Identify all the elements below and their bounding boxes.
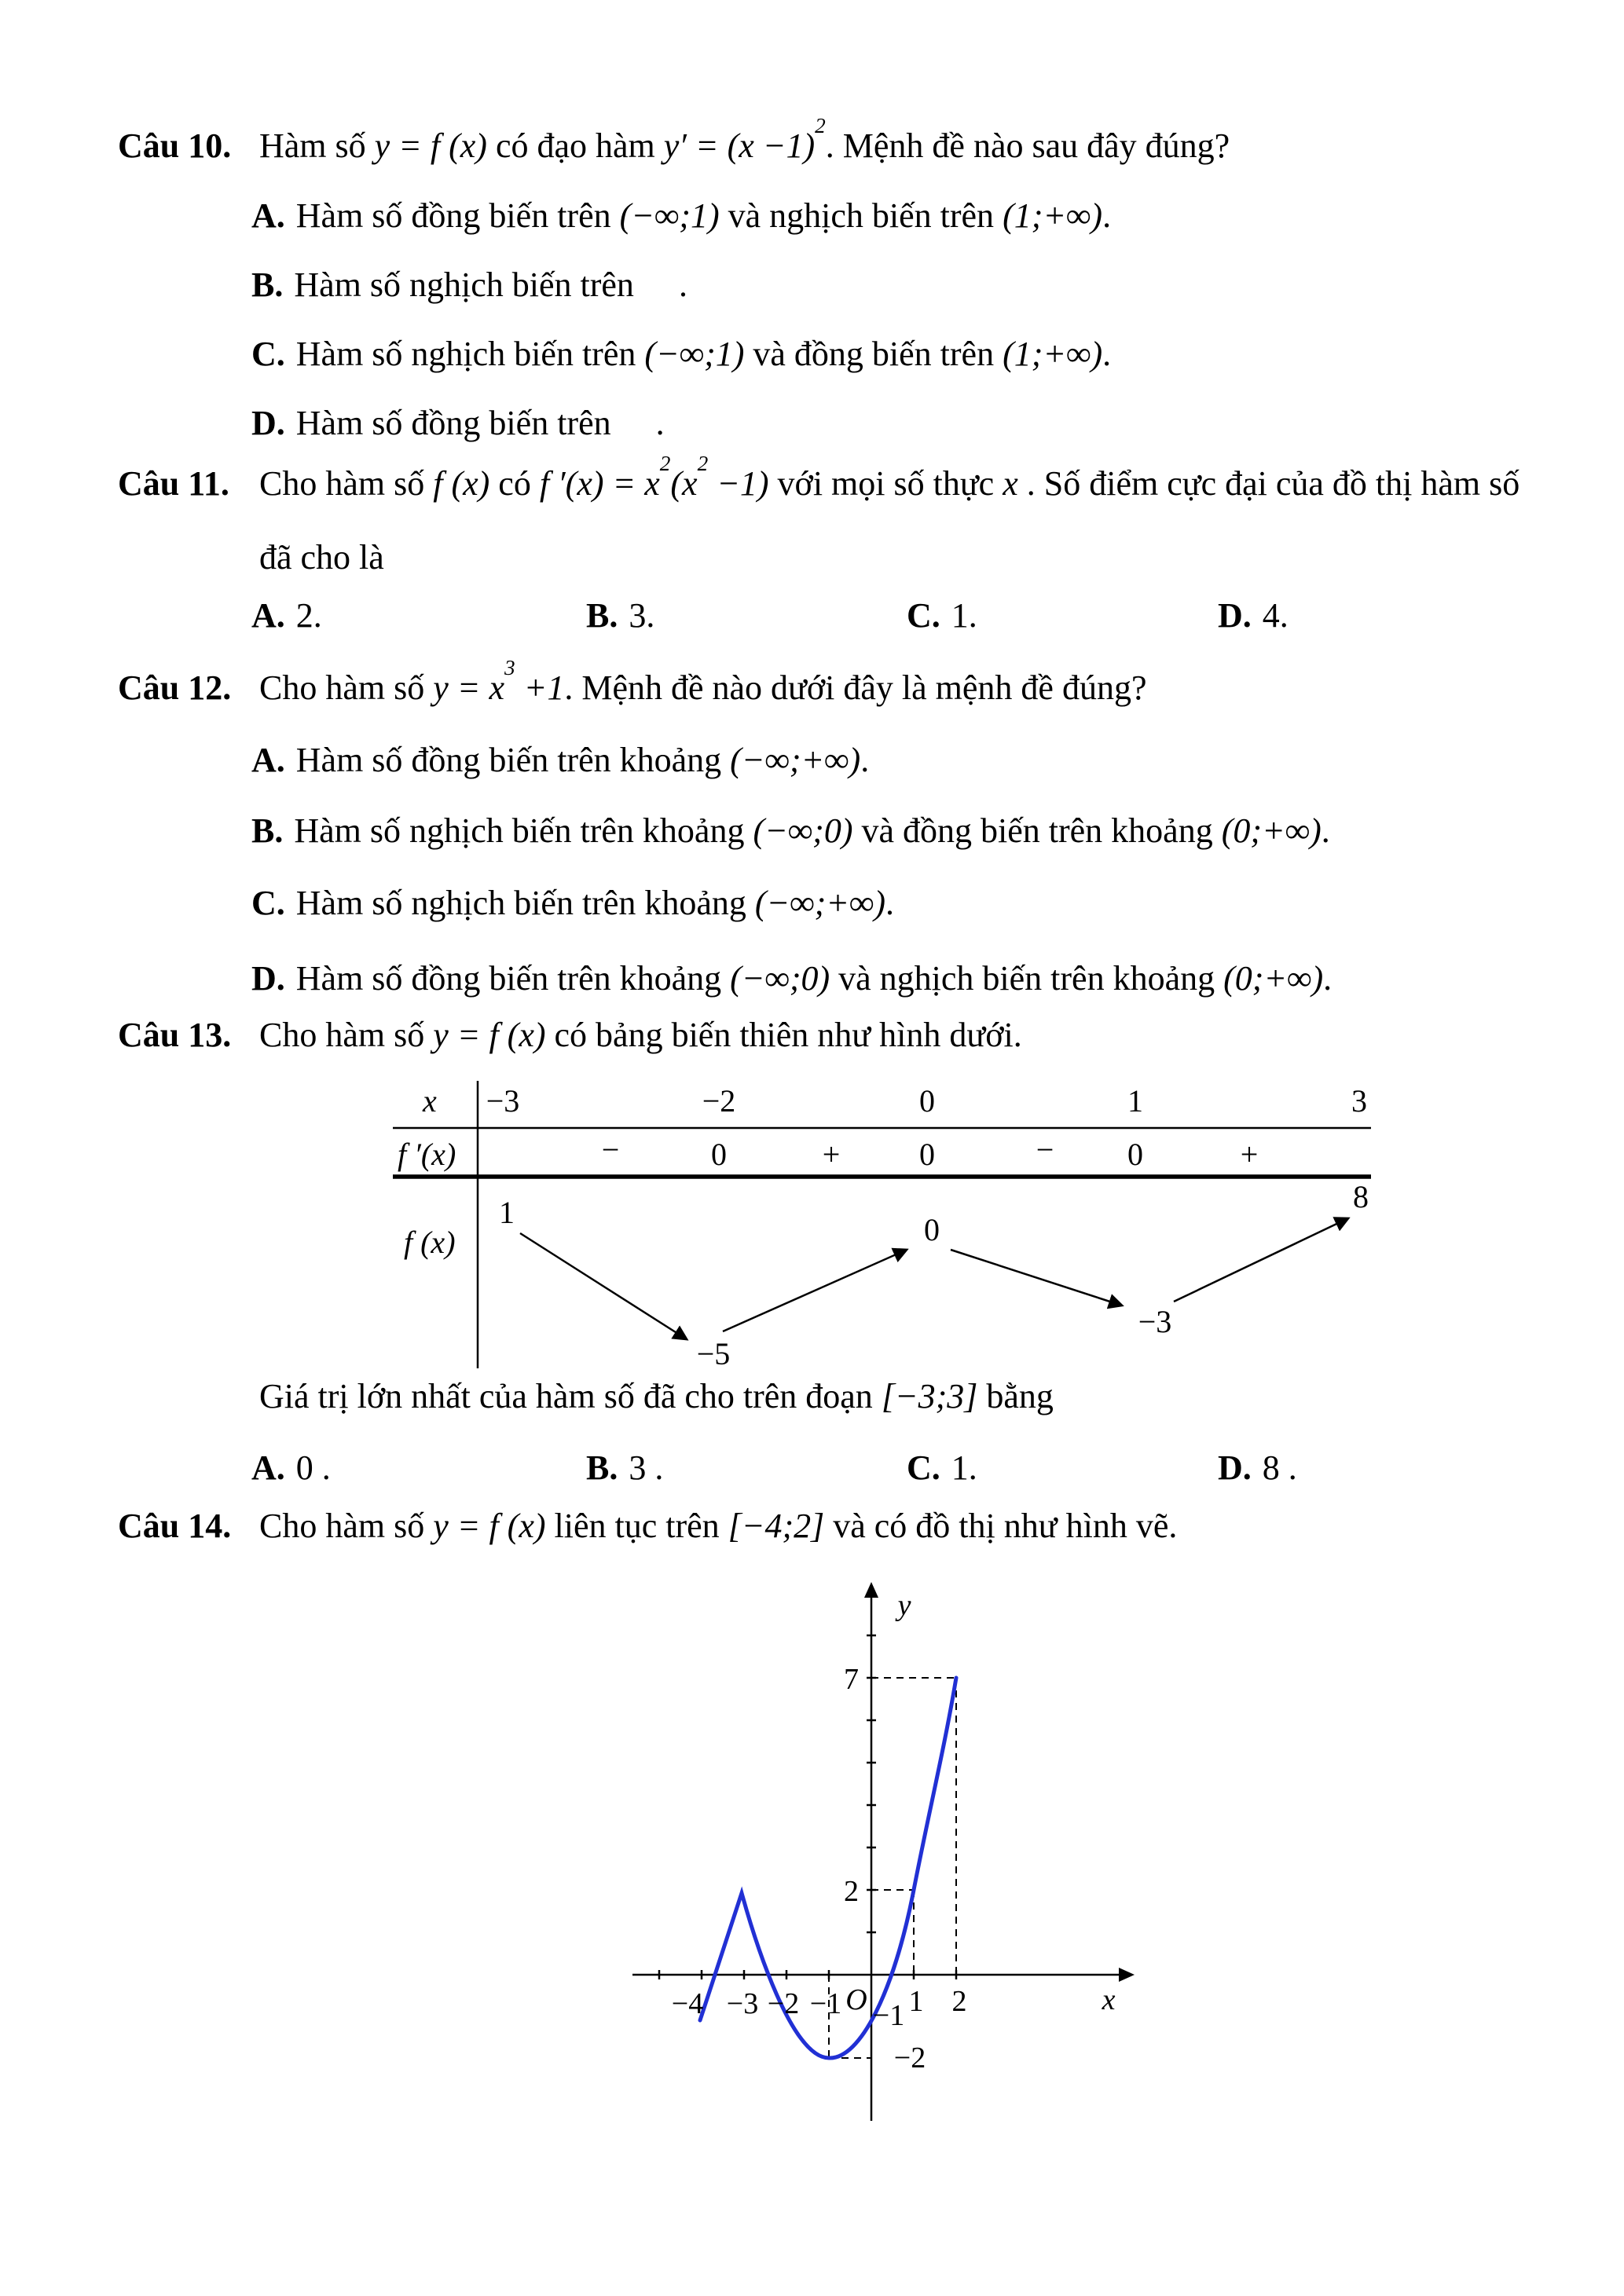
question-13-option-c: C. 1. [907, 1448, 977, 1487]
question-13 [0, 1015, 1624, 1070]
variation-table [377, 1072, 1383, 1379]
option-letter: C. [251, 335, 285, 373]
option-letter: A. [251, 196, 285, 235]
question-12-option-d: D. Hàm số đồng biến trên khoảng (−∞;0) và nghịch biến trên khoảng (0;+∞). [251, 959, 1333, 998]
question-12-option-b: B. Hàm số nghịch biến trên khoảng (−∞;0) và đồng biến trên khoảng (0;+∞). [251, 811, 1330, 850]
question-10 [0, 113, 1624, 181]
x-axis-arrow-icon [1119, 1968, 1135, 1982]
question-11-label: Câu 11. [118, 464, 229, 503]
y-tick-label-2: 2 [844, 1875, 859, 1908]
question-13-option-d: D. 8 . [1218, 1448, 1297, 1487]
question-11-text-line2: đã cho là [259, 538, 384, 577]
x-tick-label: 2 [951, 1985, 967, 2018]
arrow-decreasing [951, 1250, 1122, 1305]
y-tick-label-7: 7 [844, 1663, 859, 1696]
x-value: −3 [486, 1083, 520, 1119]
f-value: 1 [499, 1195, 515, 1230]
question-11-option-d: D. 4. [1218, 596, 1289, 635]
y-tick-label-neg2: −2 [893, 2041, 926, 2074]
arrow-increasing [1174, 1218, 1348, 1302]
question-12 [0, 655, 1624, 723]
x-value: −2 [702, 1083, 736, 1119]
x-tick-label: −4 [671, 1987, 704, 2020]
f-prime-sign: − [601, 1132, 620, 1167]
x-value: 0 [919, 1083, 935, 1119]
f-prime-sign: + [1240, 1137, 1259, 1172]
question-12-option-c: C. Hàm số nghịch biến trên khoảng (−∞;+∞). [251, 884, 894, 922]
question-10-option-c [0, 334, 1624, 389]
option-letter: B. [251, 265, 284, 304]
f-prime-sign: 0 [711, 1137, 727, 1172]
row-label-x: x [423, 1083, 437, 1119]
row-label-f: f (x) [404, 1225, 456, 1260]
f-prime-sign: 0 [919, 1137, 935, 1172]
function-graph [621, 1579, 1139, 2129]
question-11-text: Cho hàm số f (x) có f $'(x) = x^2(x^2 -1)$ với mọi số thực x . Số điểm cực đại của đồ thị hàm số [259, 451, 1520, 503]
f-prime-sign: − [1036, 1132, 1054, 1167]
y-tick-label-neg1: −1 [872, 1999, 905, 2032]
question-11-option-a: A. 2. [251, 596, 322, 635]
question-12-label: Câu 12. [118, 668, 232, 707]
question-10-option-a [0, 196, 1624, 251]
x-tick-label: 1 [908, 1985, 924, 2018]
question-13-post-text: Giá trị lớn nhất của hàm số đã cho trên đoạn [−3;3] bằng [259, 1377, 1054, 1415]
arrow-decreasing [520, 1233, 687, 1339]
x-tick-label: −3 [726, 1987, 759, 2020]
question-10-label: Câu 10. [118, 126, 232, 165]
option-letter: D. [251, 404, 285, 442]
question-13-options [0, 1448, 1624, 1503]
row-label-f-prime: f ′(x) [398, 1137, 456, 1172]
x-tick-label: −1 [809, 1987, 842, 2020]
question-13-text: Cho hàm số y = f (x) có bảng biến thiên như hình dưới. [259, 1016, 1022, 1054]
question-14-text: Cho hàm số y = f (x) liên tục trên [−4;2] và có đồ thị như hình vẽ. [259, 1507, 1178, 1545]
option-text: Hàm số đồng biến trên . [295, 404, 665, 442]
y-axis-arrow-icon [864, 1582, 878, 1598]
question-10-option-b [0, 265, 1624, 320]
question-11-option-b: B. 3. [586, 596, 655, 635]
question-11-option-c: C. 1. [907, 596, 977, 635]
f-value: −3 [1138, 1304, 1172, 1339]
option-text: Hàm số đồng biến trên (−∞;1) và nghịch biến trên (1;+∞). [295, 196, 1112, 235]
f-value: 0 [924, 1212, 940, 1247]
origin-label: O [845, 1983, 867, 2016]
x-axis-label: x [1102, 1983, 1116, 2016]
f-value: −5 [696, 1336, 731, 1371]
question-11 [0, 451, 1624, 518]
question-14-label: Câu 14. [118, 1507, 232, 1545]
question-12-text: Cho hàm số $y = x^3 +1$. Mệnh đề nào dưới đây là mệnh đề đúng? [259, 655, 1147, 707]
question-12-option-a: A. Hàm số đồng biến trên khoảng (−∞;+∞). [251, 741, 870, 779]
option-text: Hàm số nghịch biến trên (−∞;1) và đồng biến trên (1;+∞). [295, 335, 1112, 373]
f-prime-sign: + [822, 1137, 841, 1172]
question-10-text: Hàm số y = f (x) có đạo hàm $y' = (x -1)^2$. Mệnh đề nào sau đây đúng? [259, 113, 1230, 165]
y-axis-label: y [897, 1589, 911, 1622]
question-13-option-a: A. 0 . [251, 1448, 331, 1487]
f-prime-sign: 0 [1127, 1137, 1143, 1172]
question-10-option-d [0, 403, 1624, 458]
question-14 [0, 1506, 1624, 1561]
x-value: 1 [1127, 1083, 1143, 1119]
option-text: Hàm số nghịch biến trên . [294, 265, 687, 304]
question-13-option-b: B. 3 . [586, 1448, 664, 1487]
x-value: 3 [1351, 1083, 1367, 1119]
x-tick-label: −2 [767, 1987, 800, 2020]
question-13-label: Câu 13. [118, 1016, 232, 1054]
arrow-increasing [723, 1250, 907, 1331]
question-11-options [0, 595, 1624, 650]
f-value: 8 [1353, 1179, 1369, 1214]
